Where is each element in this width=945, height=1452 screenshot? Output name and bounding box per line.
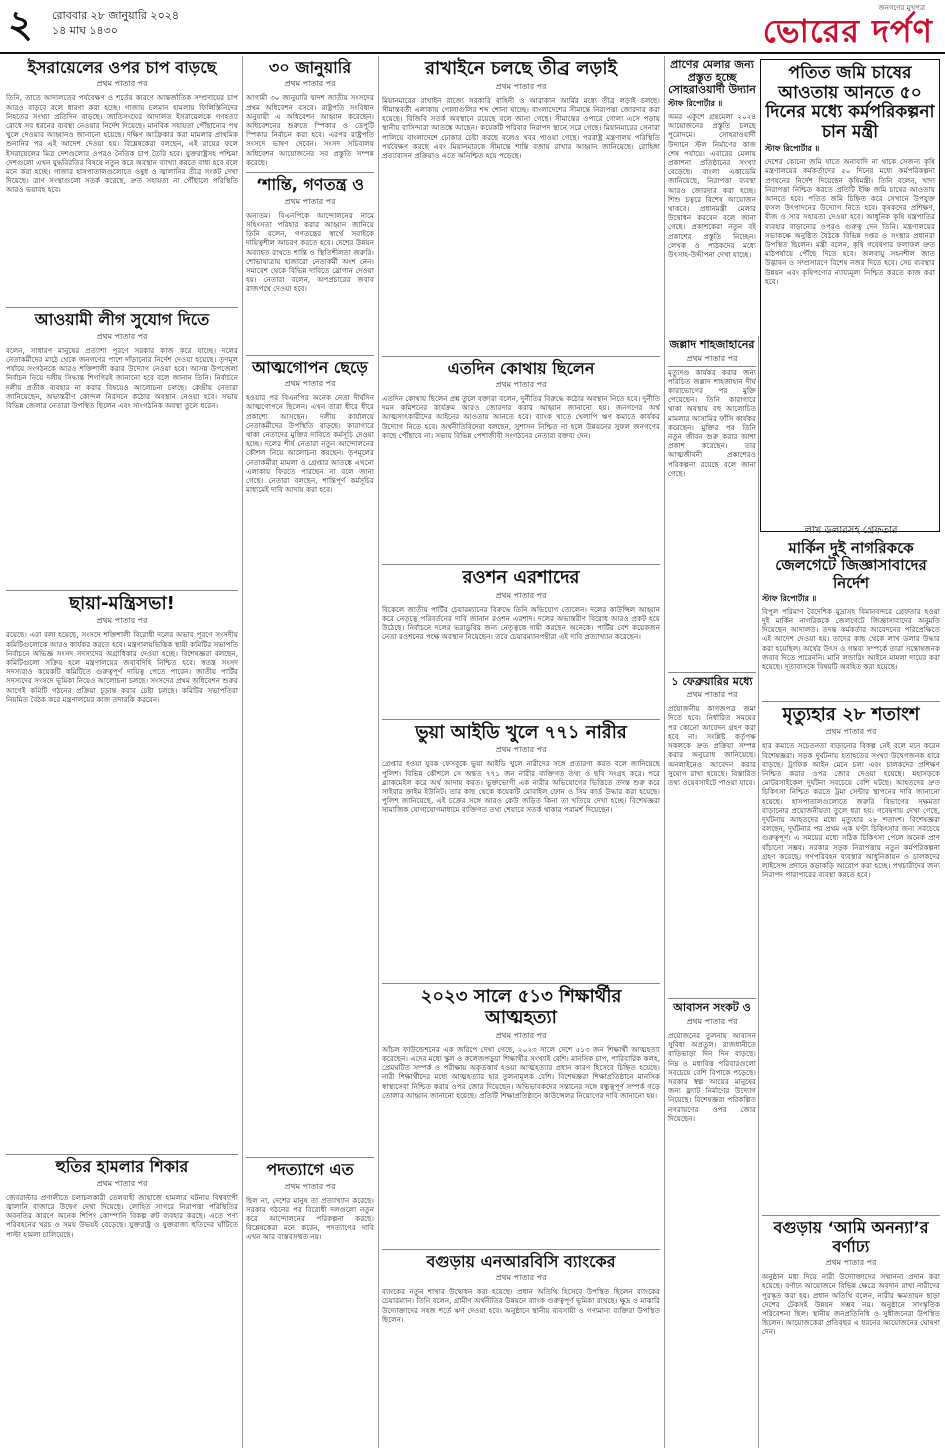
story-houthi — [6, 1155, 238, 1242]
story-body: বলেন, সাধারণ মানুষের প্রত্যাশা পূরণে সরকার কাজ করে যাচ্ছে। দলের নেতাকর্মীদের মাঠে থেকে জনগণের পাশে দাঁড়ানোর নির্দেশ দেওয়া হয়েছে। তৃণমূল পর্যায়ে সংগঠনকে আরও শক্তিশালী করার উদ্যোগ নেওয়া হবে। আসন্ন উপজেলা নির্বাচন নিয়ে দলীয় সিদ্ধান্ত শিগগিরই জানানো হবে বলে জানান তিনি। নির্বাচনে দলীয় প্রতীক ব্যবহার না করার বিষয়েও আলোচনা চলছে। কেন্দ্রীয় নেতারা জানিয়েছেন, অভ্যন্তরীণ কোন্দল নিরসনে কঠোর অবস্থান নেওয়া হবে। সভায় বিভিন্ন জেলার নেতারা উপস্থিত ছিলেন এবং সাংগঠনিক অবস্থা তুলে ধরেন। — [6, 345, 238, 410]
continued-label: প্রথম পাতার পর — [284, 379, 336, 389]
column-divider — [758, 336, 759, 1448]
headline[interactable]: ২০২৩ সালে ৫১৩ শিক্ষার্থীর আত্মহত্যা — [420, 986, 622, 1029]
story-israel — [6, 56, 238, 308]
column-divider — [378, 56, 379, 1448]
story-body: অন্যতম। বিএনপিকে আন্দোলনের নামে সহিংসতা পরিহার করার আহ্বান জানিয়ে তিনি বলেন, গণতন্ত্রের স্বার্থে সবাইকে দায়িত্বশীল আচরণ করতে হবে। দেশের উন্নয়ন অব্যাহত রাখতে শান্তি ও স্থিতিশীলতা জরুরি। শোভাযাত্রায় হাজারো নেতাকর্মী অংশ নেন। সমাবেশ থেকে বিভিন্ন দাবিতে স্লোগান দেওয়া হয়। নেতারা বলেন, অপপ্রচারের জবাব রাজপথে দেওয়া হবে। — [246, 210, 374, 294]
continued-label: প্রথম পাতার পর — [495, 1273, 547, 1283]
story-peace — [246, 173, 374, 355]
story-nrbc-bank — [382, 1250, 660, 1328]
headline[interactable]: বগুড়ায় ‘আমি অনন্যা’র বর্ণাঢ্য — [773, 1218, 929, 1256]
story-shadow-cabinet — [6, 591, 238, 1156]
headline[interactable]: রওশন এরশাদের — [462, 567, 580, 589]
story-body: বিপুল পরিমাণ বৈদেশিক মুদ্রাসহ বিমানবন্দরে গ্রেফতার হওয়া দুই মার্কিন নাগরিককে জেলগেটে জিজ্ঞাসাবাদের অনুমতি দিয়েছেন আদালত। তদন্ত কর্মকর্তার আবেদনের পরিপ্রেক্ষিতে এই আদেশ দেওয়া হয়। তাদের কাছ থেকে লাখ ডলার উদ্ধার করা হয়েছিল। অর্থের উৎস ও গন্তব্য সম্পর্কে তারা সন্তোষজনক জবাব দিতে পারেননি। মানি লন্ডারিং আইনে মামলা দায়ের করা হয়েছে। দূতাবাসকে বিষয়টি অবহিত করা হয়েছে। — [762, 606, 940, 671]
story-body: দেশের কোনো জমি যাতে অনাবাদি না থাকে সেজন্য কৃষি মন্ত্রণালয়ের কর্মকর্তাদের ৫০ দিনের মধ্যে কর্মপরিকল্পনা প্রণয়নের নির্দেশ দিয়েছেন কৃষিমন্ত্রী। তিনি বলেন, খাদ্য নিরাপত্তা নিশ্চিত করতে প্রতিটি ইঞ্চি জমি চাষের আওতায় আনতে হবে। পতিত জমি চিহ্নিত করে সেখানে উপযুক্ত ফসল উৎপাদনের উদ্যোগ নিতে হবে। কৃষকদের প্রশিক্ষণ, বীজ ও সার সহায়তা দেওয়া হবে। আধুনিক কৃষি যন্ত্রপাতির ব্যবহার বাড়ানোর ওপরও গুরুত্ব দেন তিনি। মন্ত্রণালয়ের সভাকক্ষে অনুষ্ঠিত বৈঠকে বিভিন্ন দপ্তর ও সংস্থার প্রধানরা উপস্থিত ছিলেন। মন্ত্রী বলেন, কৃষি গবেষণার ফলাফল দ্রুত মাঠপর্যায়ে পৌঁছে দিতে হবে। জলবায়ু সহনশীল জাত উদ্ভাবন ও সম্প্রসারণে বিশেষ নজর দিতে হবে। সেচ ব্যবস্থার উন্নয়ন এবং কৃষিপণ্যের ন্যায্যমূল্য নিশ্চিত করতে কাজ করা হবে। — [765, 157, 935, 286]
continued-label: প্রথম পাতার পর — [686, 1016, 738, 1026]
story-jallad — [668, 336, 756, 673]
headline[interactable]: প্রাণের মেলার জন্য প্রস্তুত হচ্ছে সোহরাওয়ার্দী উদ্যান — [668, 58, 756, 97]
story-rakhine — [382, 56, 660, 357]
headline[interactable]: ১ ফেব্রুয়ারির মধ্যে — [671, 674, 753, 688]
continued-label: প্রথম পাতার পর — [495, 81, 547, 91]
column-right-top — [760, 56, 940, 576]
continued-label: প্রথম পাতার পর — [495, 590, 547, 600]
story-awami — [6, 308, 238, 590]
headline[interactable]: মৃত্যুহার ২৮ শতাংশ — [782, 703, 920, 725]
story-body: মিয়ানমারের রাখাইন রাজ্যে সরকারি বাহিনী ও আরাকান আর্মির মধ্যে তীব্র লড়াই চলছে। সীমান্তবর্তী এলাকায় গোলাগুলির শব্দ শোনা যাচ্ছে। বাংলাদেশের সীমান্তে নিরাপত্তা জোরদার করা হয়েছে। বিজিবি সতর্ক অবস্থানে রয়েছে বলে জানা গেছে। সীমান্তের ওপারে গোলা এসে পড়ায় স্থানীয় বাসিন্দারা আতঙ্কে আছেন। কয়েকটি পরিবার নিরাপদ স্থানে সরে গেছে। মিয়ানমারের সেনারা পালিয়ে বাংলাদেশে ঢোকার চেষ্টা করছে বলেও খবর পাওয়া গেছে। পররাষ্ট্র মন্ত্রণালয় পরিস্থিতি পর্যবেক্ষণ করছে এবং মিয়ানমারকে সীমান্তে শান্তি বজায় রাখার আহ্বান জানিয়েছে। রোহিঙ্গা প্রত্যাবাসন প্রক্রিয়াও এতে অনিশ্চিত হয়ে পড়েছে। — [382, 95, 660, 160]
page-number: ২ — [8, 2, 33, 46]
story-resign — [246, 1158, 374, 1245]
headline[interactable]: পতিত জমি চাষের আওতায় আনতে ৫০ দিনের মধ্যে কর্মপরিকল্পনা চান মন্ত্রী — [765, 63, 935, 142]
story-body: জেবরাল্টার প্রণালীতে চলাচলকারী তেলবাহী জাহাজে হামলার ঘটনায় বিশ্বব্যাপী জ্বালানি বাজারে উদ্বেগ দেখা দিয়েছে। লোহিত সাগরে নিরাপত্তা পরিস্থিতির অবনতির কারণে অনেক শিপিং কোম্পানি বিকল্প রুট ব্যবহার করছে। এতে পণ্য পরিবহনের খরচ ও সময় উভয়ই বেড়েছে। যুক্তরাষ্ট্র ও যুক্তরাজ্য হুতিদের ঘাঁটিতে পাল্টা হামলা চালিয়েছে। — [6, 1192, 238, 1239]
date-line — [52, 8, 179, 38]
story-death-rate — [762, 702, 940, 1217]
story-body: ব্যাংকের নতুন শাখার উদ্বোধন করা হয়েছে। প্রধান অতিথি হিসেবে উপস্থিত ছিলেন ব্যাংকের চেয়ারম্যান। তিনি বলেন, গ্রামীণ অর্থনীতির উন্নয়নে ব্যাংক গুরুত্বপূর্ণ ভূমিকা রাখছে। ক্ষুদ্র ও মাঝারি উদ্যোক্তাদের সহজ শর্তে ঋণ দেওয়া হবে। অনুষ্ঠানে স্থানীয় ব্যবসায়ী ও গণ্যমান্য ব্যক্তিরা উপস্থিত ছিলেন। — [382, 1287, 660, 1324]
date-bangla: ১৪ মাঘ ১৪৩০ — [52, 24, 118, 37]
story-roushan — [382, 565, 660, 720]
story-body: আঁচল ফাউন্ডেশনের এক জরিপে দেখা গেছে, ২০২৩ সালে দেশে ৫১৩ জন শিক্ষার্থী আত্মহত্যা করেছেন। এদের মধ্যে স্কুল ও কলেজপড়ুয়া শিক্ষার্থীর সংখ্যাই বেশি। মানসিক চাপ, পারিবারিক কলহ, প্রেমঘটিত সম্পর্ক ও পরীক্ষায় অকৃতকার্য হওয়া আত্মহত্যার প্রধান কারণ হিসেবে চিহ্নিত হয়েছে। নারী শিক্ষার্থীদের মধ্যে আত্মহত্যার হার তুলনামূলক বেশি। বিশেষজ্ঞরা শিক্ষাপ্রতিষ্ঠানে মানসিক স্বাস্থ্যসেবা নিশ্চিত করার ওপর জোর দিয়েছেন। অভিভাবকদের সন্তানের সঙ্গে বন্ধুত্বপূর্ণ সম্পর্ক গড়ে তোলার আহ্বান জানানো হয়েছে। প্রতিটি শিক্ষাপ্রতিষ্ঠানে কাউন্সেলর নিয়োগের দাবি জানানো হয়। — [382, 1044, 660, 1100]
story-body: প্রয়োজনীয় কাগজপত্র জমা দিতে হবে। নির্ধারিত সময়ের পর কোনো আবেদন গ্রহণ করা হবে না। সংশ্লিষ্ট কর্তৃপক্ষ সকলকে দ্রুত প্রক্রিয়া সম্পন্ন করার অনুরোধ জানিয়েছে। অনলাইনেও আবেদন করার সুযোগ রাখা হয়েছে। বিস্তারিত তথ্য ওয়েবসাইটে পাওয়া যাবে। — [668, 704, 756, 787]
story-bogura-ami-ononna — [762, 1216, 940, 1340]
story-body: বিকেলে জাতীয় পার্টির চেয়ারম্যানের বিরুদ্ধে তিনি অভিযোগ তোলেন। দলের কাউন্সিল আহ্বান করে নেতৃত্বে পরিবর্তনের দাবি জানান রওশন এরশাদ। দলের অভ্যন্তরীণ বিরোধ আরও প্রকট হয়ে উঠেছে। নির্বাচনে দলের ভরাডুবির জন্য নেতৃত্বকে দায়ী করছেন অনেকে। পার্টির বেশ কয়েকজন নেতা রওশনের পক্ষে অবস্থান নিয়েছেন। তবে চেয়ারম্যানপন্থীরা এই দাবি প্রত্যাখ্যান করেছেন। — [382, 604, 660, 642]
headline[interactable]: হুতির হামলার শিকার — [55, 1157, 189, 1177]
continued-label: প্রথম পাতার পর — [96, 1178, 148, 1188]
continued-label: প্রথম পাতার পর — [495, 1030, 547, 1040]
column-middle — [382, 56, 660, 1448]
masthead-tagline: জনগণের মুখপত্র — [878, 4, 925, 12]
headline[interactable]: বগুড়ায় এনআরবিসি ব্যাংকের — [426, 1251, 616, 1271]
continued-label: প্রথম পাতার পর — [284, 1181, 336, 1191]
column-divider — [664, 56, 665, 1448]
story-suicide — [382, 984, 660, 1249]
story-where — [382, 357, 660, 565]
continued-label: প্রথম পাতার পর — [495, 380, 547, 390]
story-body: অনুষ্ঠান মধ্য দিয়ে নারী উদ্যোক্তাদের সম্মাননা প্রদান করা হয়েছে। বর্ণাঢ্য আয়োজনে বিভিন্ন ক্ষেত্রে অবদান রাখা নারীদের পুরস্কৃত করা হয়। প্রধান অতিথি বলেন, নারীর ক্ষমতায়ন ছাড়া দেশের টেকসই উন্নয়ন সম্ভব নয়। অনুষ্ঠানে সাংস্কৃতিক পরিবেশনা ছিল। স্থানীয় জনপ্রতিনিধি ও সুধীজনেরা উপস্থিত ছিলেন। আয়োজকেরা প্রতিবছর এ ধরনের আয়োজনের ঘোষণা দেন। — [762, 1272, 940, 1337]
column-left — [6, 56, 238, 1448]
page-header — [0, 0, 945, 54]
headline[interactable]: রাখাইনে চলছে তীব্র লড়াই — [425, 58, 617, 79]
story-body: হওয়ার পর বিএনপির অনেক নেতা দীর্ঘদিন আত্মগোপনে ছিলেন। এখন তারা ধীরে ধীরে প্রকাশ্যে আসছেন। দলীয় কার্যালয়ে নেতাকর্মীদের উপস্থিতি বাড়ছে। কারাগারে থাকা নেতাদের মুক্তির দাবিতে কর্মসূচি দেওয়া হচ্ছে। দলের শীর্ষ নেতারা নতুন আন্দোলনের কৌশল নিয়ে আলোচনা করছেন। তৃণমূলের নেতাকর্মীরা মামলা ও গ্রেপ্তার আতঙ্কে এখনো এলাকায় ফিরতে পারছেন না বলে জানা গেছে। নেতারা বলছেন, শান্তিপূর্ণ কর্মসূচির মাধ্যমেই দাবি আদায় করা হবে। — [246, 393, 374, 495]
headline[interactable]: এতদিন কোথায় ছিলেন — [447, 358, 595, 378]
headline[interactable]: ৩০ জানুয়ারি — [268, 58, 352, 77]
byline: স্টাফ রিপোর্টার ॥ — [765, 144, 820, 154]
story-hiding — [246, 356, 374, 1158]
headline[interactable]: ইসরায়েলের ওপর চাপ বাড়ছে — [27, 58, 217, 77]
masthead-logo: ভোরের দর্পণ — [762, 12, 933, 50]
story-feb1 — [668, 673, 756, 1000]
continued-label: প্রথম পাতার পর — [686, 690, 738, 700]
headline[interactable]: ‘শান্তি, গণতন্ত্র ও — [255, 175, 365, 195]
story-us-citizens — [762, 520, 940, 702]
story-body: গ্রেপ্তার হওয়া যুবক ফেসবুকে ভুয়া আইডি খুলে নারীদের সঙ্গে প্রতারণা করত বলে জানিয়েছে পুলিশ। বিভিন্ন কৌশলে সে অন্তত ৭৭১ জন নারীর ব্যক্তিগত তথ্য ও ছবি সংগ্রহ করে। পরে ব্ল্যাকমেইল করে অর্থ আদায় করত। ভুক্তভোগী এক নারীর অভিযোগের ভিত্তিতে তদন্ত শুরু করে সাইবার ক্রাইম ইউনিট। তার কাছ থেকে কয়েকটি মোবাইল ফোন ও সিম কার্ড উদ্ধার করা হয়েছে। পুলিশ জানিয়েছে, এই চক্রের সঙ্গে আরও কেউ জড়িত কিনা তা খতিয়ে দেখা হচ্ছে। বিশেষজ্ঞরা সামাজিক যোগাযোগমাধ্যমে ব্যক্তিগত তথ্য শেয়ারে সতর্ক থাকার পরামর্শ দিয়েছেন। — [382, 759, 660, 815]
continued-label: প্রথম পাতার পর — [96, 79, 148, 89]
story-fallow-land — [760, 59, 940, 532]
column-divider — [242, 56, 243, 1448]
continued-label: প্রথম পাতার পর — [825, 727, 877, 737]
story-body: মৃত্যুদণ্ড কার্যকর করার জন্য পরিচিত জল্লাদ শাহজাহান দীর্ঘ কারাভোগের পর মুক্তি পেয়েছেন। তিনি কারাগারে থাকা অবস্থায় বহু আলোচিত মামলার আসামির ফাঁসি কার্যকর করেছেন। মুক্তির পর তিনি নতুন জীবন শুরু করার আশা প্রকাশ করেছেন। তার আত্মজীবনী প্রকাশেরও পরিকল্পনা রয়েছে বলে জানা গেছে। — [668, 367, 756, 478]
byline: স্টাফ রিপোর্টার ॥ — [762, 593, 817, 603]
headline[interactable]: আবাসন সংকট ও — [673, 1001, 751, 1015]
column-fourth-lower — [668, 336, 756, 1448]
story-body: অমর একুশে গ্রন্থমেলা ২০২৪ আয়োজনের প্রস্তুতি চলছে পুরোদমে। সোহরাওয়ার্দী উদ্যানে স্টল নির্মাণের কাজ শেষ পর্যায়ে। এবারের মেলায় প্রকাশনা প্রতিষ্ঠানের সংখ্যা বেড়েছে। বাংলা একাডেমি জানিয়েছে, নিরাপত্তা ব্যবস্থা আরও জোরদার করা হচ্ছে। শিশু চত্বরে বিশেষ আয়োজন থাকবে। প্রধানমন্ত্রী মেলার উদ্বোধন করবেন বলে জানা গেছে। প্রকাশকেরা নতুন বই প্রকাশের প্রস্তুতি নিচ্ছেন। লেখক ও পাঠকদের মধ্যে উৎসাহ-উদ্দীপনা দেখা যাচ্ছে। — [668, 111, 756, 259]
column-right-lower — [762, 520, 940, 1448]
kicker: লাখ ডলারসহ গ্রেফতার — [804, 525, 898, 536]
continued-label: প্রথম পাতার পর — [96, 331, 148, 341]
headline[interactable]: জল্লাদ শাহজাহানের — [669, 338, 755, 351]
story-body: আগামী ৩০ জানুয়ারি দ্বাদশ জাতীয় সংসদের প্রথম অধিবেশন বসবে। রাষ্ট্রপতি সংবিধান অনুযায়ী এ অধিবেশন আহ্বান করেছেন। অধিবেশনের শুরুতে স্পিকার ও ডেপুটি স্পিকার নির্বাচন করা হবে। এরপর রাষ্ট্রপতি সংসদে ভাষণ দেবেন। সংসদ সচিবালয় অধিবেশন আয়োজনের সব প্রস্তুতি সম্পন্ন করেছে। — [246, 93, 374, 167]
headline[interactable]: আওয়ামী লীগ সুযোগ দিতে — [34, 310, 210, 330]
headline[interactable]: ভুয়া আইডি খুলে ৭৭১ নারীর — [415, 721, 627, 743]
headline[interactable]: ছায়া-মন্ত্রিসভা! — [69, 592, 175, 614]
continued-label: প্রথম পাতার পর — [495, 745, 547, 755]
continued-label: প্রথম পাতার পর — [686, 353, 738, 363]
story-body: তিনি, তাতে আদালতের পর্যবেক্ষণ ও শর্তের কারণে আন্তর্জাতিক সম্প্রদায়ের চাপ আরও বাড়বে বলে ধারণা করা হচ্ছে। গাজায় চলমান হামলায় ফিলিস্তিনিদের নিহতের সংখ্যা প্রতিদিন বাড়ছে। জাতিসংঘের আদালত ইসরায়েলকে গণহত্যা রোধে সব ধরনের ব্যবস্থা নেওয়ার নির্দেশ দিয়েছে। মানবিক সহায়তা পৌঁছানোর পথ খুলে দেওয়ার আহ্বানও জানানো হয়েছে। দক্ষিণ আফ্রিকার করা মামলার প্রাথমিক শুনানির পর এই আদেশ দেওয়া হয়। বিশ্লেষকেরা বলছেন, এই রায়ের ফলে ইসরায়েলের মিত্র দেশগুলোর ওপরও নৈতিক চাপ তৈরি হবে। যুক্তরাষ্ট্রসহ পশ্চিমা দেশগুলো এখন যুদ্ধবিরতির বিষয়ে নতুন করে অবস্থান ব্যাখ্যা করতে বাধ্য হবে বলে মনে করা হচ্ছে। গাজার হাসপাতালগুলোতে ওষুধ ও জ্বালানির তীব্র সংকট দেখা দিয়েছে। ত্রাণ সংস্থাগুলো সতর্ক করেছে, দ্রুত সহায়তা না পৌঁছালে পরিস্থিতি আরও ভয়াবহ হবে। — [6, 93, 238, 195]
story-jan30 — [246, 56, 374, 173]
headline[interactable]: পদত্যাগে এত — [266, 1160, 354, 1180]
continued-label: প্রথম পাতার পর — [96, 616, 148, 626]
story-body: ছিল না, দেশের মানুষ তা প্রত্যাখ্যান করেছে। সরকার গঠনের পর বিরোধী দলগুলো নতুন করে আন্দোলনের পরিকল্পনা করছে। বিশ্লেষকেরা মনে করেন, পদত্যাগের দাবি এখন আর বাস্তবসম্মত নয়। — [246, 1195, 374, 1242]
story-body: প্রয়োজনের তুলনায় আবাসন সুবিধা অপ্রতুল। রাজধানীতে বাড়িভাড়া দিন দিন বাড়ছে। নিম্ন ও মধ্যবিত্ত পরিবারগুলো সবচেয়ে বেশি বিপাকে পড়েছে। সরকার স্বল্প আয়ের মানুষের জন্য ফ্ল্যাট নির্মাণের উদ্যোগ নিয়েছে। বিশেষজ্ঞরা পরিকল্পিত নগরায়ণের ওপর জোর দিয়েছেন। — [668, 1030, 756, 1123]
column-second — [246, 56, 374, 1448]
continued-label: প্রথম পাতার পর — [284, 79, 336, 89]
story-body: এতদিন কোথায় ছিলেন প্রশ্ন তুলে বক্তারা বলেন, দুর্নীতির বিরুদ্ধে কঠোর অবস্থান নিতে হবে। দুর্নীতি দমন কমিশনের কার্যক্রম আরও জোরদার করার আহ্বান জানানো হয়। জনগণের অর্থ আত্মসাৎকারীদের আইনের আওতায় আনতে হবে। ব্যাংক খাতে খেলাপি ঋণ কমাতে কার্যকর উদ্যোগ নিতে হবে। অর্থনীতিবিদেরা বলছেন, সুশাসন নিশ্চিত না হলে উন্নয়নের সুফল জনগণের কাছে পৌঁছাবে না। সভায় বিভিন্ন পেশাজীবী সংগঠনের নেতারা বক্তব্য দেন। — [382, 394, 660, 440]
continued-label: প্রথম পাতার পর — [825, 1258, 877, 1268]
story-housing — [668, 999, 756, 1127]
story-body: রয়েছে। এরা বলা হয়েছে, সংসদে শক্তিশালী বিরোধী দলের অভাব পূরণে সংসদীয় কমিটিগুলোকে আরও কার্যকর করতে হবে। মন্ত্রণালয়ভিত্তিক স্থায়ী কমিটির সভাপতি নির্বাচনে অভিজ্ঞ সংসদ সদস্যদের অগ্রাধিকার দেওয়া হচ্ছে। বিশেষজ্ঞরা বলছেন, কমিটিগুলো সক্রিয় হলে মন্ত্রণালয়ের জবাবদিহি নিশ্চিত হবে। স্বতন্ত্র সংসদ সদস্যরাও কয়েকটি কমিটিতে গুরুত্বপূর্ণ দায়িত্ব পেতে পারেন। জাতীয় পার্টির সদস্যদের সংসদে ভূমিকা নিয়েও আলোচনা চলছে। সংসদের প্রথম অধিবেশন শুরুর আগেই কমিটি গঠনের প্রক্রিয়া চূড়ান্ত করার চেষ্টা চলছে। কমিটির সভাপতিরা নিয়মিত বৈঠক করে মন্ত্রণালয়ের কাজ তদারকি করবেন। — [6, 630, 238, 704]
story-book-fair — [668, 56, 756, 367]
story-body: হার কমাতে সচেতনতা বাড়ানোর বিকল্প নেই বলে মনে করেন বিশেষজ্ঞরা। সড়ক দুর্ঘটনায় হতাহতের সংখ্যা উদ্বেগজনক হারে বাড়ছে। ট্রাফিক আইন মেনে চলা এবং চালকদের প্রশিক্ষণ নিশ্চিত করার ওপর জোর দেওয়া হয়েছে। মহাসড়কে মোটরসাইকেল দুর্ঘটনা সবচেয়ে বেশি ঘটছে। আহতদের দ্রুত চিকিৎসা নিশ্চিত করতে ট্রমা সেন্টার স্থাপনের দাবি জানানো হয়েছে। হাসপাতালগুলোতে জরুরি বিভাগের সক্ষমতা বাড়ানোর প্রয়োজনীয়তা তুলে ধরা হয়। গবেষণায় দেখা গেছে, দুর্ঘটনায় আহতদের মধ্যে মৃত্যুহার ২৮ শতাংশ। বিশেষজ্ঞরা বলছেন, দুর্ঘটনার পর প্রথম এক ঘণ্টা চিকিৎসার জন্য সবচেয়ে গুরুত্বপূর্ণ। এ সময়ের মধ্যে সঠিক চিকিৎসা পেলে অনেক প্রাণ বাঁচানো সম্ভব। সরকার সড়ক নিরাপত্তায় নতুন কর্মপরিকল্পনা গ্রহণ করেছে। গণপরিবহন ব্যবস্থার আধুনিকায়ন ও চালকদের লাইসেন্স প্রদানে কড়াকড়ি আরোপ করা হচ্ছে। পথচারীদের জন্য নিরাপদ পারাপারের ব্যবস্থা করতে হবে। — [762, 741, 940, 880]
continued-label: প্রথম পাতার পর — [284, 196, 336, 206]
story-fake-id — [382, 720, 660, 985]
headline[interactable]: মার্কিন দুই নাগরিককে জেলগেটে জিজ্ঞাসাবাদের নির্দেশ — [775, 539, 927, 592]
byline: স্টাফ রিপোর্টার ॥ — [668, 98, 723, 108]
headline[interactable]: আত্মগোপন ছেড়ে — [252, 357, 368, 377]
date-gregorian: রোববার ২৮ জানুয়ারি ২০২৪ — [52, 9, 180, 22]
